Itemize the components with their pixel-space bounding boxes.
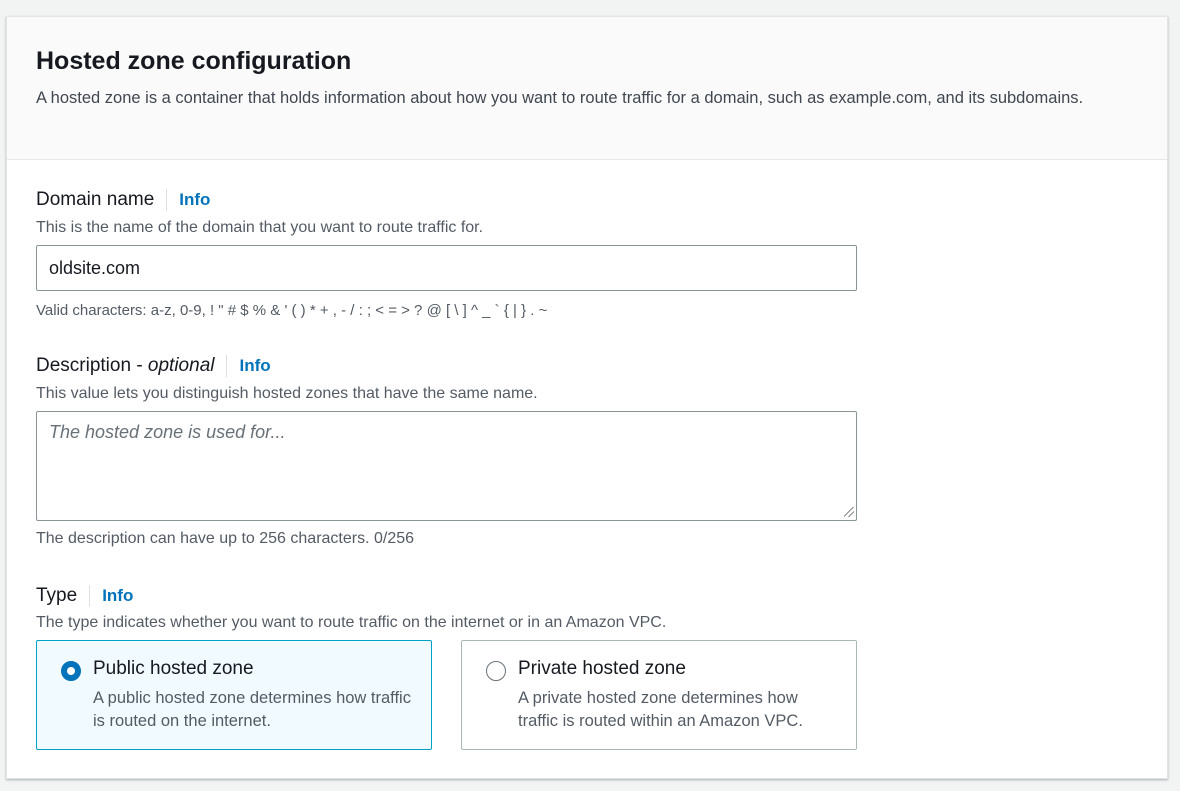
description-constraint: The description can have up to 256 characters. 0/256 (36, 530, 415, 547)
domain-name-input[interactable] (36, 245, 857, 291)
domain-name-label-text: Domain name (36, 189, 155, 210)
tile-description: A public hosted zone determines how traffic is routed on the internet. (93, 689, 411, 730)
description-label (36, 355, 271, 377)
public-hosted-zone-tile[interactable] (36, 640, 432, 750)
domain-name-label (36, 189, 210, 211)
private-hosted-zone-tile[interactable] (461, 640, 857, 750)
radio-unselected-icon[interactable] (486, 661, 506, 681)
description-info-link[interactable]: Info (239, 356, 271, 375)
divider (166, 189, 167, 211)
radio-selected-icon[interactable] (61, 661, 81, 681)
description-hint: This value lets you distinguish hosted zones that have the same name. (36, 385, 538, 402)
resize-handle-icon[interactable] (844, 507, 854, 517)
hosted-zone-configuration-panel (6, 16, 1168, 779)
type-label-text: Type (36, 585, 78, 606)
description-label-text: Description - (36, 355, 148, 376)
type-hint: The type indicates whether you want to route traffic on the internet or in an Amazon VPC. (36, 614, 667, 631)
domain-name-info-link[interactable]: Info (179, 190, 211, 209)
tile-label: Public hosted zone (93, 658, 254, 679)
panel-title: Hosted zone configuration (36, 47, 352, 75)
panel-header (7, 17, 1167, 160)
tile-label: Private hosted zone (518, 658, 686, 679)
panel-description: A hosted zone is a container that holds information about how you want to route traffic for a domain, such as example.com, and its subdomains. (36, 89, 1084, 107)
divider (89, 585, 90, 607)
description-textarea[interactable] (36, 411, 857, 521)
domain-name-hint: This is the name of the domain that you want to route traffic for. (36, 219, 484, 236)
type-label (36, 585, 133, 607)
domain-name-constraint: Valid characters: a-z, 0-9, ! " # $ % & ' ( ) * + , - / : ; < = > ? @ [ \ ] ^ _ ` { | } . ~ (36, 302, 548, 319)
optional-text: optional (147, 355, 215, 376)
divider (226, 355, 227, 377)
tile-description: A private hosted zone determines how traffic is routed within an Amazon VPC. (518, 689, 803, 730)
type-info-link[interactable]: Info (102, 586, 134, 605)
